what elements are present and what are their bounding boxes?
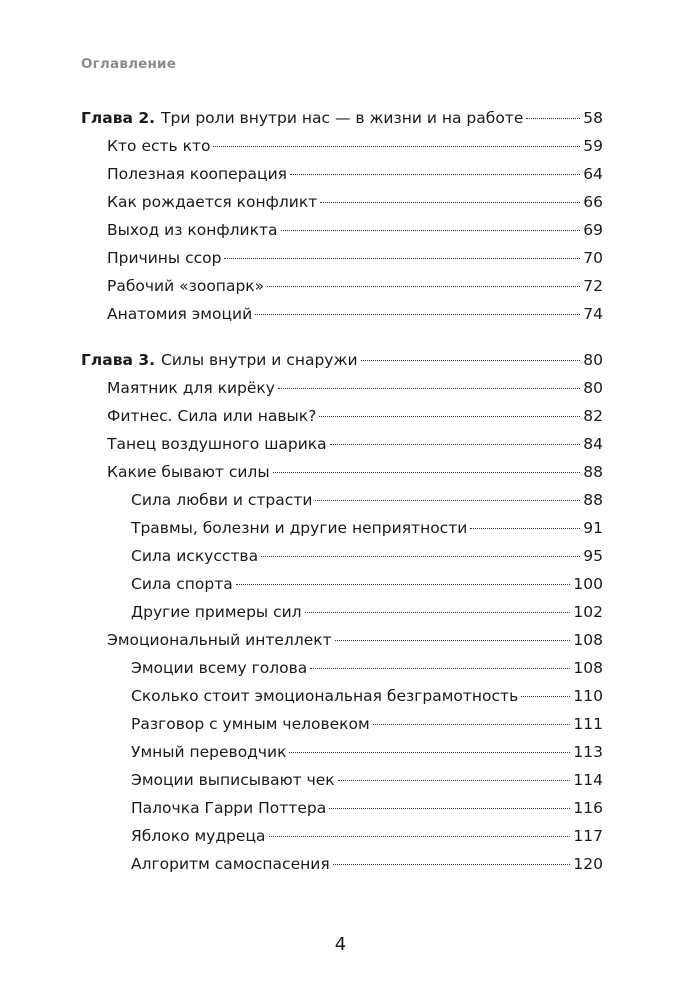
toc-page-number: 116	[573, 799, 603, 817]
dot-leader	[373, 724, 571, 725]
toc-page-number: 100	[573, 575, 603, 593]
dot-leader	[213, 146, 580, 147]
dot-leader	[329, 808, 570, 809]
toc-page-number: 58	[583, 109, 603, 127]
toc-subsection-entry[interactable]	[81, 486, 603, 514]
toc-subsection-entry[interactable]	[81, 822, 603, 850]
toc-section-entry[interactable]	[81, 132, 603, 160]
dot-leader	[320, 202, 580, 203]
toc-section-entry[interactable]	[81, 272, 603, 300]
dot-leader	[281, 230, 581, 231]
running-header: Оглавление	[81, 56, 177, 72]
dot-leader	[273, 472, 581, 473]
dot-leader	[305, 612, 571, 613]
toc-page-number: 84	[583, 435, 603, 453]
toc-section-entry[interactable]	[81, 160, 603, 188]
toc-subsection-entry[interactable]	[81, 766, 603, 794]
dot-leader	[224, 258, 580, 259]
toc-page-number: 120	[573, 855, 603, 873]
toc-section-entry[interactable]	[81, 300, 603, 328]
toc-page-number: 95	[583, 547, 603, 565]
toc-page-number: 69	[583, 221, 603, 239]
toc-entry-title: Танец воздушного шарика	[107, 435, 327, 453]
toc-entry-title: Умный переводчик	[131, 743, 287, 761]
dot-leader	[330, 444, 581, 445]
toc-section-entry[interactable]	[81, 402, 603, 430]
toc-page-number: 72	[583, 277, 603, 295]
toc-subsection-entry[interactable]	[81, 850, 603, 878]
toc-page-number: 66	[583, 193, 603, 211]
toc-subsection-entry[interactable]	[81, 542, 603, 570]
dot-leader	[470, 528, 580, 529]
dot-leader	[278, 388, 580, 389]
toc-entry-title: Какие бывают силы	[107, 463, 270, 481]
toc-subsection-entry[interactable]	[81, 738, 603, 766]
toc-subsection-entry[interactable]	[81, 710, 603, 738]
toc-page-number: 88	[583, 463, 603, 481]
dot-leader	[269, 836, 571, 837]
toc-page-number: 102	[573, 603, 603, 621]
toc-section-entry[interactable]	[81, 458, 603, 486]
toc-subsection-entry[interactable]	[81, 682, 603, 710]
toc-page-number: 80	[583, 351, 603, 369]
toc-section-entry[interactable]	[81, 374, 603, 402]
toc-page-number: 113	[573, 743, 603, 761]
toc-page-number: 111	[573, 715, 603, 733]
toc-entry-title: Эмоциональный интеллект	[107, 631, 332, 649]
toc-subsection-entry[interactable]	[81, 794, 603, 822]
dot-leader	[290, 174, 580, 175]
toc-entry-title: Кто есть кто	[107, 137, 211, 155]
toc-page-number: 82	[583, 407, 603, 425]
toc-entry-title: Как рождается конфликт	[107, 193, 318, 211]
dot-leader	[526, 118, 580, 119]
dot-leader	[236, 584, 571, 585]
dot-leader	[315, 500, 580, 501]
toc-subsection-entry[interactable]	[81, 514, 603, 542]
dot-leader	[255, 314, 580, 315]
toc-subsection-entry[interactable]	[81, 654, 603, 682]
toc-entry-title: Сила искусства	[131, 547, 259, 565]
toc-section-entry[interactable]	[81, 244, 603, 272]
toc-entry-title: Полезная кооперация	[107, 165, 287, 183]
toc-chapter-entry[interactable]	[81, 104, 603, 132]
toc-page-number: 88	[583, 491, 603, 509]
dot-leader	[335, 640, 571, 641]
toc-entry-title: Другие примеры сил	[131, 603, 302, 621]
table-of-contents	[81, 104, 603, 878]
toc-page-number: 108	[573, 659, 603, 677]
toc-entry-title: Алгоритм самоспасения	[131, 855, 330, 873]
toc-page-number: 64	[583, 165, 603, 183]
page-number: 4	[334, 934, 347, 955]
toc-page-number: 74	[583, 305, 603, 323]
toc-page-number: 117	[573, 827, 603, 845]
toc-page-number: 80	[583, 379, 603, 397]
toc-entry-title: Яблоко мудреца	[131, 827, 266, 845]
toc-entry-title: Рабочий «зоопарк»	[107, 277, 265, 295]
toc-entry-title: Выход из конфликта	[107, 221, 278, 239]
toc-entry-title: Эмоции выписывают чек	[131, 771, 335, 789]
toc-page-number: 110	[573, 687, 603, 705]
toc-chapter-number: Глава 2.	[81, 109, 156, 127]
toc-entry-title: Травмы, болезни и другие неприятности	[131, 519, 468, 537]
toc-subsection-entry[interactable]	[81, 598, 603, 626]
toc-section-entry[interactable]	[81, 188, 603, 216]
toc-entry-title: Сила любви и страсти	[131, 491, 313, 509]
toc-entry-title: Причины ссор	[107, 249, 222, 267]
toc-chapter-entry[interactable]	[81, 346, 603, 374]
toc-page-number: 114	[573, 771, 603, 789]
dot-leader	[361, 360, 581, 361]
toc-entry-title: Силы внутри и снаружи	[161, 351, 358, 369]
toc-section-entry[interactable]	[81, 216, 603, 244]
toc-entry-title: Анатомия эмоций	[107, 305, 253, 323]
toc-entry-title: Фитнес. Сила или навык?	[107, 407, 317, 425]
toc-subsection-entry[interactable]	[81, 570, 603, 598]
toc-entry-title: Три роли внутри нас — в жизни и на работе	[161, 109, 524, 127]
toc-section-entry[interactable]	[81, 430, 603, 458]
toc-entry-title: Палочка Гарри Поттера	[131, 799, 327, 817]
toc-page-number: 59	[583, 137, 603, 155]
dot-leader	[521, 696, 570, 697]
toc-page-number: 70	[583, 249, 603, 267]
toc-page-number: 108	[573, 631, 603, 649]
toc-entry-title: Эмоции всему голова	[131, 659, 308, 677]
dot-leader	[289, 752, 570, 753]
dot-leader	[310, 668, 570, 669]
toc-chapter-number: Глава 3.	[81, 351, 156, 369]
dot-leader	[338, 780, 571, 781]
dot-leader	[333, 864, 571, 865]
toc-entry-title: Сила спорта	[131, 575, 233, 593]
toc-entry-title: Сколько стоит эмоциональная безграмотность	[131, 687, 519, 705]
toc-entry-title: Маятник для кирёку	[107, 379, 275, 397]
toc-entry-title: Разговор с умным человеком	[131, 715, 370, 733]
toc-page-number: 91	[583, 519, 603, 537]
dot-leader	[267, 286, 580, 287]
toc-section-entry[interactable]	[81, 626, 603, 654]
dot-leader	[319, 416, 580, 417]
dot-leader	[261, 556, 580, 557]
